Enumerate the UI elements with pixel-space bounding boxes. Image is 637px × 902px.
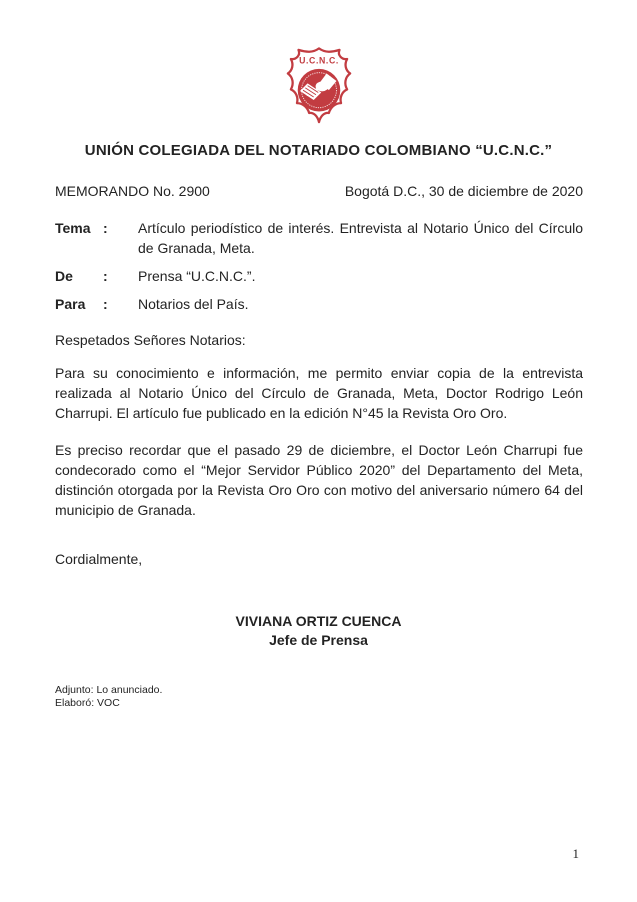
meta-label: De	[55, 268, 73, 284]
meta-value: Artículo periodístico de interés. Entrevista al Notario Único del Círculo de Granada, Meta.	[138, 220, 583, 256]
footnote-adjunto: Adjunto: Lo anunciado.	[55, 684, 163, 696]
memo-number-label: MEMORANDO No. 2900	[55, 183, 210, 199]
meta-colon: :	[103, 296, 108, 312]
memo-date: Bogotá D.C., 30 de diciembre de 2020	[344, 183, 583, 199]
ucnc-logo	[0, 46, 637, 126]
signature-title: Jefe de Prensa	[269, 632, 368, 648]
meta-label: Tema	[55, 220, 91, 236]
meta-value: Notarios del País.	[138, 296, 249, 312]
signature-name: VIVIANA ORTIZ CUENCA	[235, 613, 402, 629]
shield-crest-writing-hand-icon	[281, 46, 357, 126]
body-paragraph-1: Para su conocimiento e información, me permito enviar copia de la entrevista realizada al Notario Único del Círculo de Granada, Meta, Doctor Rodrigo León Charrupi. El artículo fue publicado en la edición N°45 la Revista Oro Oro.	[55, 365, 583, 421]
memo-meta-section	[55, 218, 583, 322]
footnotes-block	[55, 684, 162, 709]
meta-value: Prensa “U.C.N.C.”.	[138, 268, 256, 284]
meta-colon: :	[103, 268, 108, 284]
memo-header-row	[55, 183, 583, 199]
body-paragraph-2: Es preciso recordar que el pasado 29 de diciembre, el Doctor León Charrupi fue condecorado como el “Mejor Servidor Público 2020” del Departamento del Meta, distinción otorgada por la Revista Oro Oro con motivo del aniversario número 64 del municipio de Granada.	[55, 442, 583, 518]
meta-row-para	[55, 294, 583, 314]
meta-label: Para	[55, 296, 86, 312]
meta-row-de	[55, 266, 583, 286]
meta-colon: :	[103, 220, 108, 236]
logo-acronym-text: U.C.N.C.	[298, 55, 339, 66]
meta-row-tema	[55, 218, 583, 258]
page-number: 1	[572, 846, 579, 861]
closing-text: Cordialmente,	[55, 551, 143, 567]
signature-block	[0, 612, 637, 650]
footnote-elaboro: Elaboró: VOC	[55, 696, 120, 709]
salutation-text: Respetados Señores Notarios:	[55, 332, 246, 348]
org-name-title: UNIÓN COLEGIADA DEL NOTARIADO COLOMBIANO “U.C.N.C.”	[84, 142, 553, 159]
